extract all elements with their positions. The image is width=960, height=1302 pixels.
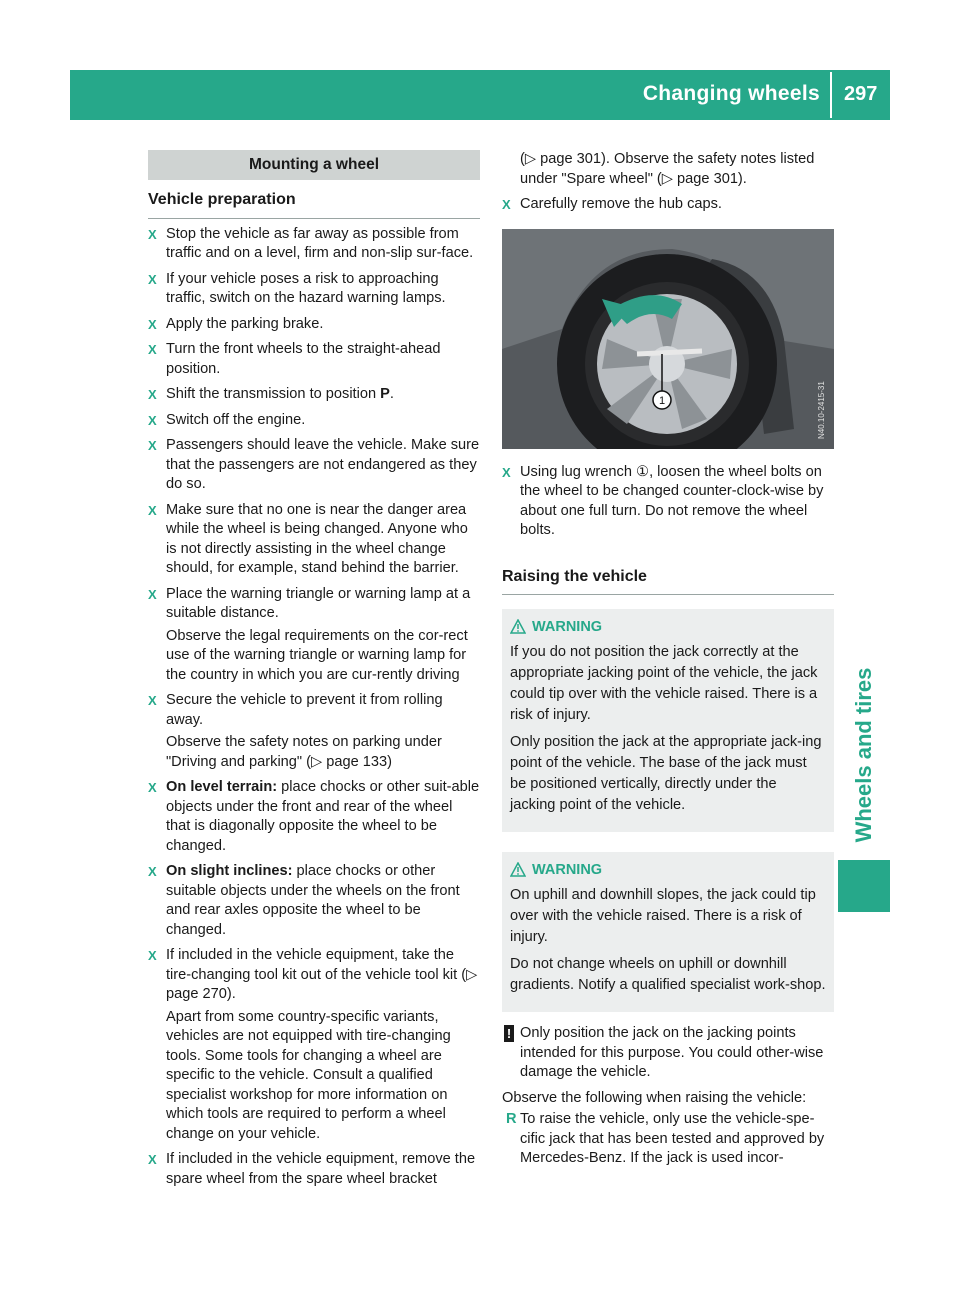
step-marker-icon: X — [148, 316, 157, 332]
step-marker-icon: X — [148, 864, 157, 879]
step-marker-icon: X — [148, 586, 157, 602]
wheel-illustration — [502, 229, 834, 449]
step-tail: . — [389, 386, 394, 402]
step-extra-text: Observe the safety notes on parking under "Driving and parking" (▷ page 133) — [166, 734, 442, 770]
side-tab — [838, 620, 890, 890]
step-body: Turn the front wheels to the straight-ahead position. — [166, 341, 441, 377]
heading-raising-vehicle: Raising the vehicle — [502, 567, 834, 596]
step-body: Apply the parking brake. — [166, 315, 324, 332]
header-divider — [830, 72, 832, 118]
warning-title-text: WARNING — [532, 619, 603, 635]
step-hubcaps — [502, 195, 834, 215]
page-header — [70, 70, 890, 120]
list-item — [148, 315, 480, 335]
step-text — [166, 946, 480, 1005]
section-heading: Mounting a wheel — [148, 150, 480, 180]
step-text — [166, 691, 480, 730]
step-text — [166, 501, 480, 579]
step-marker-icon: X — [148, 780, 157, 795]
warning-text: Only position the jack at the appropriate jack-ing point of the vehicle. The base of the jack must be positioned vertically, directly under the jacking point of the vehicle. — [510, 734, 822, 813]
right-column — [502, 150, 834, 1169]
step-bold-value: P — [380, 386, 390, 402]
step-body: If included in the vehicle equipment, take the tire-changing tool kit out of the vehicle tool kit (▷ page 270). — [166, 947, 478, 1002]
side-tab-label: Wheels and tires — [851, 667, 876, 843]
step-body: Secure the vehicle to prevent it from rolling away. — [166, 692, 443, 728]
note-material-damage — [502, 1024, 834, 1083]
step-body: Stop the vehicle as far away as possible from traffic and on a level, firm and non-slip sur-face. — [166, 225, 474, 261]
step-text — [166, 1150, 480, 1189]
step-text — [166, 862, 480, 940]
step-text — [166, 225, 480, 264]
step-body: Make sure that no one is near the danger area while the wheel is being changed. Anyone who is not directly assisting in the wheel change should, for example, stand behind the barrier. — [166, 501, 468, 576]
list-item — [148, 585, 480, 686]
list-item — [148, 501, 480, 579]
list-item — [148, 436, 480, 495]
step-bold-label: On level terrain: — [166, 779, 278, 795]
step-body: Shift the transmission to position — [166, 386, 381, 402]
step-text — [166, 778, 480, 856]
step-lug-wrench — [502, 463, 834, 541]
step-marker-icon: X — [148, 948, 157, 963]
wheel-photo-svg — [502, 229, 834, 449]
step-text: Carefully remove the hub caps. — [520, 196, 722, 212]
step-marker-icon: X — [148, 438, 157, 453]
note-text: Only position the jack on the jacking points intended for this purpose. You could other-wise damage the vehicle. — [520, 1025, 824, 1080]
step-body: place chocks or other suitable objects under the wheels on the front and rear axles opposite the wheel to be changed. — [166, 863, 460, 938]
step-text — [166, 411, 480, 431]
list-item — [148, 1150, 480, 1189]
list-item — [148, 340, 480, 379]
list-item — [148, 225, 480, 264]
list-item — [148, 862, 480, 940]
list-item — [148, 385, 480, 405]
list-item — [148, 270, 480, 309]
step-text: Using lug wrench ①, loosen the wheel bolts on the wheel to be changed counter-clock-wise by about one full turn. Do not remove the wheel bolts. — [520, 463, 824, 538]
step-text — [166, 585, 480, 624]
exclamation-icon: ! — [504, 1025, 514, 1042]
list-item — [148, 691, 480, 772]
step-marker-icon: X — [502, 464, 511, 480]
step-marker-icon: X — [148, 502, 157, 518]
step-extra-text: Apart from some country-specific variants, vehicles are not equipped with tire-changing tools. Some tools for changing a wheel are specific to the vehicle. Consult a qualified specialist workshop for more information on which tools are required to perform a wheel change on your vehicle. — [166, 1008, 451, 1142]
bullet-marker-icon: R — [506, 1111, 517, 1127]
step-text — [166, 315, 480, 335]
header-section-title: Changing wheels — [642, 82, 820, 105]
list-item — [148, 946, 480, 1144]
warning-title — [510, 617, 826, 638]
left-column — [148, 150, 480, 1189]
step-text — [166, 340, 480, 379]
step-body: Place the warning triangle or warning lamp at a suitable distance. — [166, 585, 471, 621]
step-marker-icon: X — [148, 271, 157, 287]
page-number: 297 — [844, 83, 878, 105]
step-body: If your vehicle poses a risk to approaching traffic, switch on the hazard warning lamps. — [166, 270, 446, 306]
warning-triangle-icon — [510, 619, 526, 634]
observe-text: Observe the following when raising the vehicle: — [502, 1089, 807, 1106]
figure-callout: 1 — [658, 394, 666, 407]
warning-box-2 — [502, 852, 834, 1012]
step-marker-icon: X — [148, 693, 157, 708]
warning-text: Do not change wheels on uphill or downhill gradients. Notify a qualified specialist work-shop. — [510, 956, 826, 993]
step-body: Switch off the engine. — [166, 411, 306, 428]
step-text — [166, 385, 480, 405]
step-list — [148, 225, 480, 1190]
warning-triangle-icon — [510, 862, 526, 877]
step-marker-icon: X — [148, 1152, 157, 1167]
step-marker-icon: X — [502, 197, 511, 212]
step-text — [166, 436, 480, 495]
step-marker-icon: X — [148, 342, 157, 357]
list-item — [502, 1110, 834, 1169]
step-marker-icon: X — [148, 412, 157, 428]
bullet-text: To raise the vehicle, only use the vehicle-spe-cific jack that has been tested and approved by Mercedes-Benz. If the jack is used incor- — [520, 1111, 825, 1166]
step-body: place chocks or other suit-able objects under the front and rear of the wheel that is diagonally opposite the wheel to be changed. — [166, 779, 480, 854]
warning-text: On uphill and downhill slopes, the jack could tip over with the vehicle raised. There is a risk of injury. — [510, 887, 816, 945]
warning-title-text: WARNING — [532, 862, 603, 878]
warning-title — [510, 860, 826, 881]
list-item — [148, 411, 480, 431]
figure-code: N40.10-2415-31 — [817, 380, 826, 439]
step-extra-text: Observe the legal requirements on the cor-rect use of the warning triangle or warning lamp for the country in which you are cur-rently driving — [166, 627, 468, 683]
continuation-text: (▷ page 301). Observe the safety notes listed under "Spare wheel" (▷ page 301). — [520, 151, 815, 187]
step-bold-label: On slight inclines: — [166, 863, 293, 879]
step-marker-icon: X — [148, 387, 157, 402]
step-body: Passengers should leave the vehicle. Make sure that the passengers are not endangered as they do so. — [166, 437, 480, 492]
warning-text: If you do not position the jack correctly at the appropriate jacking point of the vehicle, the jack could tip over with the vehicle raised. There is a risk of injury. — [510, 644, 818, 723]
warning-box-1 — [502, 609, 834, 832]
step-text — [166, 270, 480, 309]
step-body: If included in the vehicle equipment, remove the spare wheel from the spare wheel bracket — [166, 1151, 476, 1187]
step-marker-icon: X — [148, 226, 157, 242]
side-tab-block — [838, 860, 890, 912]
subheading-vehicle-preparation: Vehicle preparation — [148, 190, 480, 219]
list-item — [148, 778, 480, 856]
